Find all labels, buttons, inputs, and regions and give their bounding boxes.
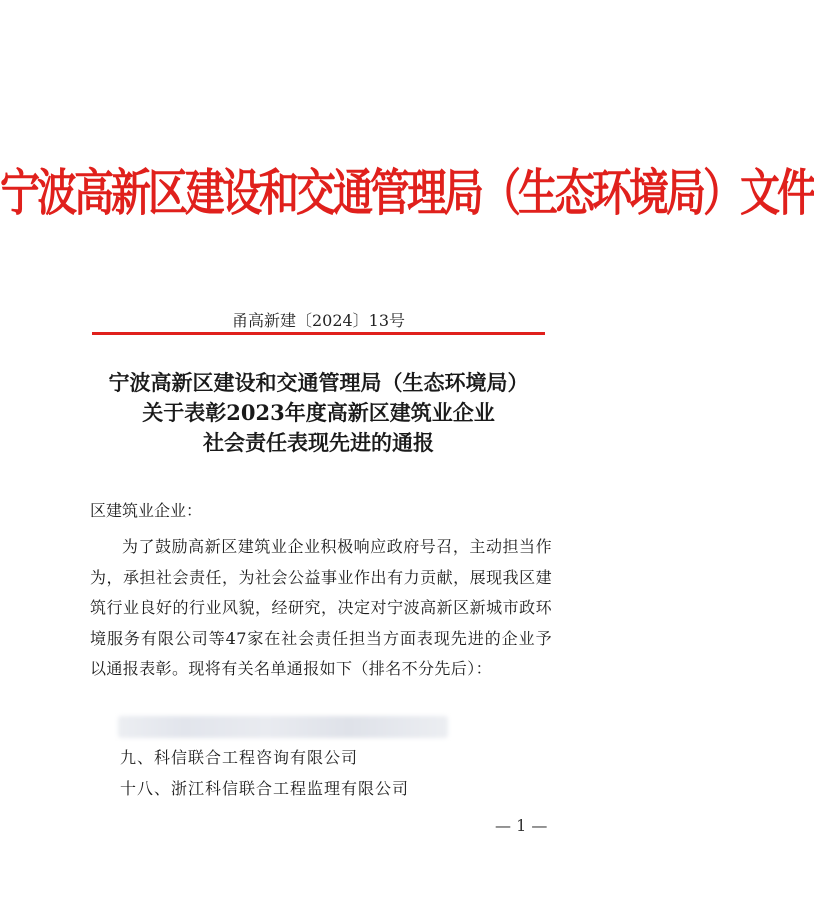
document-header-title: 宁波高新区建设和交通管理局（生态环境局）文件 — [0, 165, 814, 223]
page-number: — 1 — — [495, 816, 548, 835]
salutation: 区建筑业企业： — [90, 501, 203, 520]
notice-title — [0, 368, 637, 458]
document-number: 甬高新建〔2024〕13号 — [231, 311, 406, 330]
body-paragraph: 为了鼓励高新区建筑业企业积极响应政府号召，主动担当作为，承担社会责任，为社会公益事业作出有力贡献，展现我区建筑行业良好的行业风貌，经研究，决定对宁波高新区新城市政环境服务有限公司等47家在社会责任担当方面表现先进的企业予以通报表彰。现将有关名单通报如下（排名不分先后）： — [90, 537, 552, 678]
notice-title-line-2: 关于表彰2023年度高新区建筑业企业 — [142, 400, 495, 425]
notice-title-line-3: 社会责任表现先进的通报 — [203, 430, 434, 455]
list-item: 十八、浙江科信联合工程监理有限公司 — [120, 779, 410, 798]
notice-title-line-1: 宁波高新区建设和交通管理局（生态环境局） — [108, 370, 529, 395]
list-item: 九、科信联合工程咨询有限公司 — [120, 748, 359, 767]
redacted-line — [118, 716, 448, 738]
red-divider-line — [92, 332, 545, 335]
